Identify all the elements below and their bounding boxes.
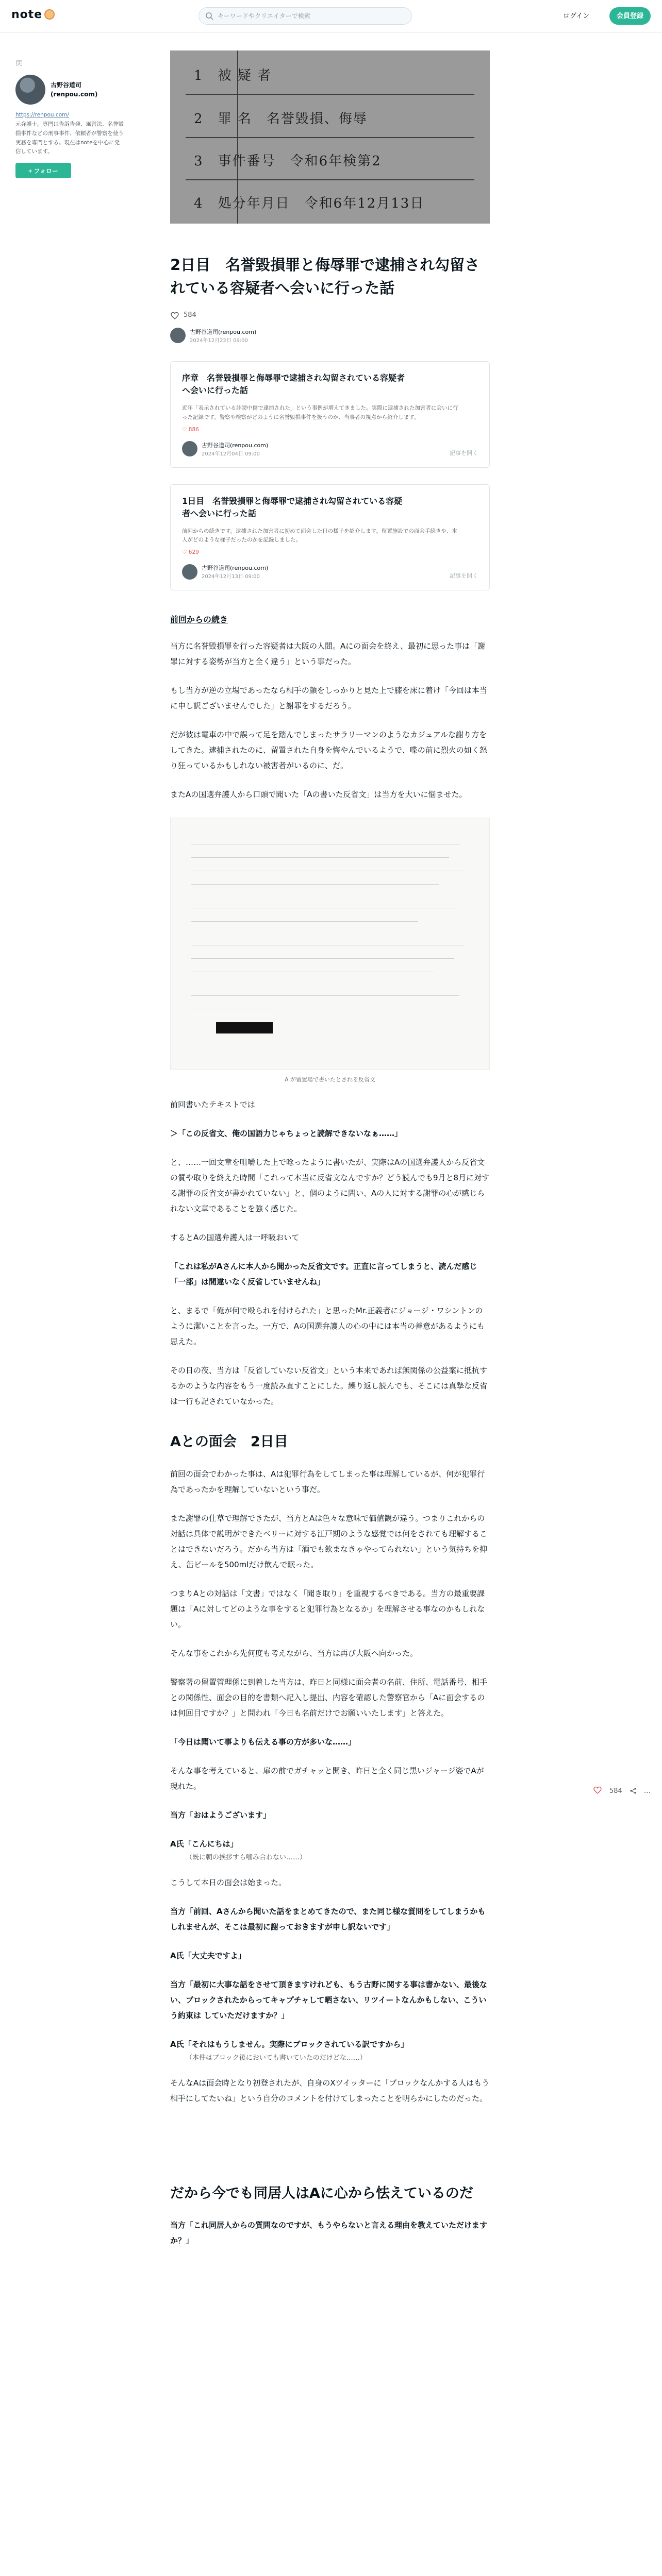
paragraph: そんな事をこれから先何度も考えながら、当方は再び大阪へ向かった。 — [170, 1648, 418, 1658]
card-likes: ♡ 886 — [182, 426, 199, 433]
heart-icon[interactable] — [170, 311, 179, 319]
creator-name[interactable]: 古野谷道司 (renpou.com) — [51, 81, 98, 98]
hero-value: 令和6年検第2 — [290, 154, 382, 169]
signup-button[interactable]: 会員登録 — [609, 7, 651, 25]
author-name[interactable]: 古野谷道司(renpou.com) — [190, 328, 257, 335]
card-author — [182, 441, 478, 457]
card-author — [182, 564, 478, 580]
card-like-count: 629 — [188, 549, 199, 556]
paragraph: そんな事を考えていると、扉の前でガチャッと開き、昨日と全く同じ黒いジャージ姿でAが現れた。 — [170, 1766, 484, 1791]
hero-rule — [186, 179, 474, 180]
card-title[interactable]: 序章 名誉毀損罪と侮辱罪で逮捕され勾留されている容疑者へ会いに行った話 — [182, 372, 405, 395]
quote: 「今日は聞いて事よりも伝える事の方が多いな……」 — [170, 1737, 356, 1747]
avatar — [182, 441, 197, 456]
article-title: 2日目 名誉毀損罪と侮辱罪で逮捕され勾留されている容疑者へ会いに行った話 — [170, 256, 480, 297]
floating-actions — [593, 1786, 651, 1796]
paragraph: 前回の面会でわかった事は、Aは犯罪行為をしてしまった事は理解しているが、何が犯罪行為であったかを理解していないという事だ。 — [170, 1469, 485, 1494]
quote: 「これは私がAさんに本人から聞かった反省文です。正直に言ってしまうと、読んだ感じ「一部」は間違いなく反省していませんね」 — [170, 1262, 477, 1287]
card-date: 2024年12月04日 09:00 — [202, 451, 260, 457]
heart-icon[interactable] — [593, 1786, 602, 1794]
article-author — [170, 328, 490, 344]
card-like-count: 886 — [188, 426, 199, 433]
more-icon[interactable]: … — [643, 1787, 651, 1795]
card-author-name: 古野谷道司(renpou.com) — [202, 442, 269, 449]
embed-card-day1[interactable] — [170, 484, 490, 591]
hero-label: 事件番号 — [218, 154, 276, 169]
paragraph: するとAの国選弁護人は一呼吸おいて — [170, 1233, 300, 1243]
embed-card-prologue[interactable] — [170, 361, 490, 468]
paragraph: その日の夜、当方は「反省していない反省文」という本来であれば無関係の公益案に抵抗するかのような内容をもう一度読み直すことにした。繰り返し読んでも、そこには真摯な反省は一行も記されていなかった。 — [170, 1366, 488, 1406]
card-title[interactable]: 1日目 名誉毀損罪と侮辱罪で逮捕され勾留されている容疑者へ会いに行った話 — [182, 496, 403, 518]
paragraph: と、まるで「俺が何で殴られを付けられた」と思ったMr.正義者にジョージ・ワシントンのように潔いことを言った。一方で、Aの国選弁護人の心の中には本当の善意があるようにも思えた。 — [170, 1306, 485, 1347]
doc-line — [191, 857, 449, 858]
paragraph: 警察署の留置管理係に到着した当方は、昨日と同様に面会者の名前、住所、電話番号、相手との関係性、面会の目的を書類へ記入し提出、内容を確認した警察官から「Aに面会するのは何回目ですか？」と問われ「今日も名前だけでお願いいたします」と答えた。 — [170, 1677, 488, 1718]
card-open-link[interactable]: 記事を開く — [450, 449, 478, 456]
hero-label: 罪 名 — [218, 111, 252, 127]
paragraph: つまりAとの対話は「文書」ではなく「聞き取り」を重視するべきである。当方の最重要課題は「Aに対してどのような事をすると犯罪行為となるか」を理解させる事なのかもしれない。 — [170, 1588, 485, 1629]
back-link[interactable]: 戻 — [15, 60, 23, 67]
hero-row-1 — [194, 65, 272, 84]
hero-row-3 — [194, 150, 382, 170]
creator-bio — [15, 111, 124, 157]
dialogue-line: 当方「おはようございます」 — [170, 1810, 271, 1820]
top-header — [0, 0, 662, 33]
quote: ＞「この反省文、俺の国語力じゃちょっと読解できないなぁ……」 — [170, 1129, 403, 1139]
avatar[interactable] — [15, 75, 45, 105]
dialogue-line: A氏「こんにちは」 — [170, 1839, 238, 1849]
login-link[interactable]: ログイン — [563, 12, 590, 20]
article-main — [170, 50, 490, 2248]
card-likes: ♡ 629 — [182, 549, 199, 556]
paragraph: またAの国選弁護人から口頭で聞いた「Aの書いた反省文」は当方を大いに悩ませた。 — [170, 790, 467, 800]
hero-value: 令和6年12月13日 — [304, 196, 425, 211]
card-desc: 前回からの続きです。逮捕された加害者に初めて面会した日の様子を紹介します。留置施設での面会手続きや、本人がどのような様子だったのかを記録しました。 — [182, 528, 457, 544]
dialogue-line: 当方「最初に大事な話をさせて頂きますけれども、もう古野に関する事は書かない、最後ない、ブロックされたからってキャプチャして晒さない、リツイートなんかもしない、こういう約束は していただけますか？」 — [170, 1979, 488, 2020]
like-row — [170, 311, 490, 319]
hero-rule — [186, 94, 474, 95]
search-icon — [205, 12, 213, 20]
creator-bio-text: 元弁護士。専門は告訴告発、風営法、名誉毀損事件などの刑事事件、依頼者が警察を使う実務を専門とする。現在はnoteを中心に発信しています。 — [15, 121, 124, 155]
creator-profile — [15, 75, 124, 105]
dialogue-line: 当方「前回、Aさんから聞いた話をまとめてきたので、また同じ様な質問をしてしまうかもしれませんが、そこは最初に謝っておきますが申し訳ないです」 — [170, 1906, 486, 1931]
paragraph: もし当方が逆の立場であったなら相手の顔をしっかりと見た上で膝を床に着け「今回は本当に申し訳ございませんでした」と謝罪をするだろう。 — [170, 686, 487, 711]
hero-num: 1 — [194, 68, 204, 83]
paragraph: こうして本日の面会は始まった。 — [170, 1877, 287, 1887]
logo-text[interactable]: note — [11, 8, 43, 21]
dialogue-line: A氏「それはもうしません。実際にブロックされている訳ですから」 — [170, 2039, 409, 2049]
paragraph: 前回書いたテキストでは — [170, 1100, 255, 1110]
creator-website-link[interactable]: https://renpou.com/ — [15, 112, 69, 118]
paragraph: だが彼は電車の中で誤って足を踏んでしまったサラリーマンのようなカジュアルな謝り方をしてきた。逮捕されたのに、留置された自身を悔やんでいるようで、喋の前に烈火の如く怒り狂っているかもしれない被害者がいるのに、だ。 — [170, 730, 487, 771]
hero-num: 2 — [194, 111, 204, 127]
search-box[interactable] — [198, 7, 412, 25]
section-heading: 前回からの続き — [170, 615, 228, 625]
paragraph: そんなAは面会時となり初登されたが、自身のXツイッターに「ブロックなんかする人はもう相手にしてたいね」という自分のコメントを付けてしまったことを明らかにしたのだった。 — [170, 2078, 490, 2103]
doc-line — [191, 958, 454, 959]
card-author-name: 古野谷道司(renpou.com) — [202, 565, 269, 572]
card-date: 2024年12月13日 09:00 — [202, 574, 260, 580]
post-date: 2024年12月22日 09:00 — [190, 337, 248, 344]
paragraph: と、……一回文章を咀嚼した上で唸ったように書いたが、実際はAの国選弁護人から反省文の質や取りを終えた時間「これって本当に反省文なんですか？どう読んでも9月と8月に対する謝罪の反省文が書かれていない」と、個のように問い、Aの人に対する謝罪の心が感じられない文章であることを強く感じた。 — [170, 1158, 490, 1214]
paragraph: また謝罪の仕草で理解できたが、当方とAは色々な意味で価値観が違う。つまりこれからの対話は具体で説明ができたベリーに対する江戸期のような感覚では何をされても理解することはできないだろう。だから当方は「酒でも飲まなきゃやってられない」という気持ちを抑え、缶ビールを500mlだけ飲んで眠った。 — [170, 1513, 488, 1569]
apology-letter-image — [170, 818, 490, 1070]
hero-rule — [186, 137, 474, 138]
section-heading: だから今でも同居人はAに心から怯えているのだ — [170, 2185, 473, 2201]
image-caption: A が留置場で書いたとされる反省文 — [284, 1076, 376, 1083]
doc-line — [191, 921, 418, 922]
paragraph: 当方に名誉毀損罪を行った容疑者は大阪の人間。Aにの面会を終え、最初に思った事は「謝罪に対する姿勢が当方と全く違う」という事だった。 — [170, 641, 486, 667]
avatar[interactable] — [170, 328, 186, 343]
follow-label: フォロー — [34, 167, 58, 175]
hero-num: 3 — [194, 154, 204, 169]
hero-row-2 — [194, 108, 368, 127]
dialogue-note: （本件はブロック後においても書いていたのだけどな……） — [186, 2054, 367, 2062]
float-like[interactable] — [593, 1786, 602, 1796]
hero-label: 処分年月日 — [218, 196, 290, 211]
hero-image — [170, 50, 490, 224]
dialogue-line: A氏「大丈夫ですよ」 — [170, 1951, 246, 1960]
note-logo[interactable] — [11, 8, 55, 21]
hero-row-4 — [194, 193, 424, 212]
like-count[interactable]: 584 — [184, 311, 196, 319]
hero-value: 名誉毀損、侮辱 — [266, 111, 368, 127]
hero-label: 被 疑 者 — [218, 68, 272, 83]
avatar — [182, 564, 197, 580]
share-icon[interactable] — [630, 1787, 637, 1794]
dialogue-note: （既に朝の挨拶すら噛み合わない……） — [186, 1853, 307, 1861]
dialogue-line: 当方「これ同居人からの質問なのですが、もうやらないと言える理由を教えていただけますか？」 — [170, 2221, 488, 2246]
float-like-count[interactable]: 584 — [609, 1787, 622, 1795]
card-desc: 近年「表示されている誹謗中傷で逮捕された」という事例が増えてきました。実際に逮捕された加害者に会いに行った記録です。警察や検察がどのように名誉毀損事件を扱うのか、当事者の視点から紹介します。 — [182, 404, 458, 420]
creator-sidebar — [15, 58, 124, 178]
section-heading: Aとの面会 2日目 — [170, 1434, 288, 1450]
card-open-link[interactable]: 記事を開く — [450, 572, 478, 580]
redacted-signature — [216, 1022, 273, 1033]
follow-button[interactable]: + フォロー — [15, 163, 71, 178]
doc-line — [191, 884, 439, 885]
hero-num: 4 — [194, 196, 204, 211]
doc-line — [191, 995, 459, 996]
logo-badge-icon — [44, 9, 55, 20]
search-input[interactable] — [218, 8, 408, 24]
